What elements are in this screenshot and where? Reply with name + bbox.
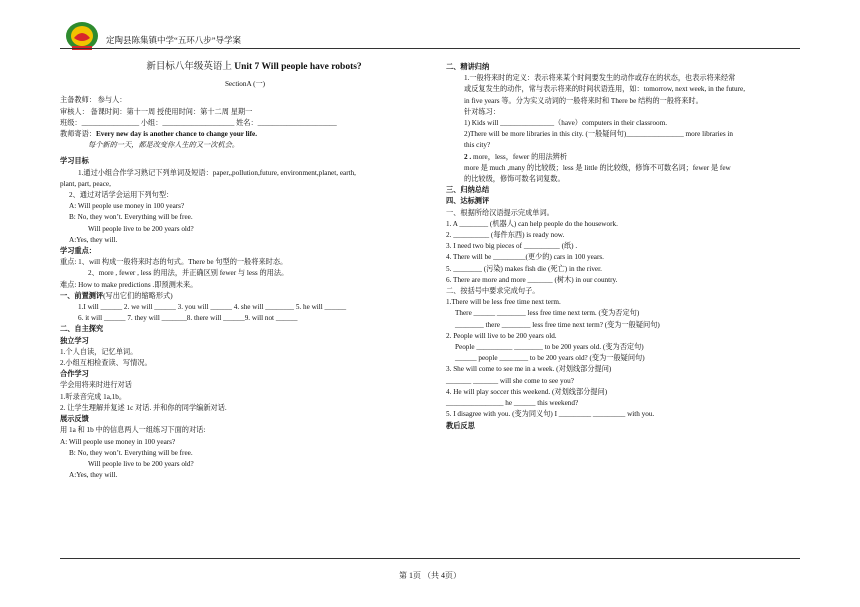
practice-label: 针对练习： [464, 107, 500, 116]
section-label: SectionA (一) [224, 80, 266, 89]
key-heading: 学习重点： [60, 247, 96, 256]
goal-dialogue-d: A:Yes, they will. [69, 235, 118, 244]
show-dialogue-b: B: No, they won’t. Everything will be free. [69, 448, 193, 457]
goal-1: 1.通过小组合作学习熟记下列单词及短语：paper,,pollution,future, environment,planet, earth, [78, 168, 356, 177]
lecture-para-1: 1.一般将来时的定义：表示将来某个时间要发生的动作或存在的状态，也表示将来经常 [464, 74, 736, 83]
coop-heading: 合作学习 [60, 370, 89, 379]
show-dialogue-c: Will people live to be 200 years old? [88, 459, 194, 468]
assessment-item-4: 4. There will be _________(更少的) cars in 100 years. [446, 253, 604, 262]
rewrite-1: 1.There will be less free time next term. [446, 298, 561, 307]
page-number: 第 1页 （共 4页） [399, 571, 461, 580]
rewrite-2a: People __________ ________ to be 200 years old. (变为否定句) [455, 343, 644, 352]
left-column [60, 62, 430, 481]
reflection-heading: 教后反思 [446, 421, 475, 430]
goal-1b: plant, part, peace, [60, 179, 111, 188]
rewrite-4: 4. He will play soccer this weekend. (对划线部分提问) [446, 387, 608, 396]
more-less-para-2: 的比较级，修饰可数名词复数。 [464, 175, 565, 184]
lecture-para-3: in five years 等。分为实义动词的一般将来时和 There be 结构的一般将来时。 [464, 96, 703, 105]
practice-2b: this city? [464, 141, 491, 150]
rewrite-5: 5. I disagree with you. (变为同义句) I _________ _________ with you. [446, 410, 655, 419]
practice-2: 2)There will be more libraries in this city. (一般疑问句)________________ more libraries in [464, 130, 734, 139]
assessment-item-1: 1. A ________ (机器人) can help people do the housework. [446, 219, 618, 228]
info-schedule: 审核人： 备课时间：第十一周 授使用时间：第十二周 星期一 [60, 107, 253, 116]
header-rule [60, 48, 800, 49]
document-title: 新目标八年级英语上 Unit 7 Will people have robots? [146, 62, 362, 72]
solo-heading: 独立学习 [60, 336, 89, 345]
assessment-item-5: 5. ________ (污染) makes fish die (死亡) in the river. [446, 264, 602, 273]
rewrite-2: 2. People will live to be 200 years old. [446, 331, 557, 340]
pretest-heading: 一、前置测评(写出它们的缩略形式) [60, 291, 173, 300]
assessment-task-2: 二、按括号中要求完成句子。 [446, 287, 540, 296]
solo-step-1: 1.个人自读，记忆单词。 [60, 347, 138, 356]
coop-step-1: 1.听录音完成 1a,1b。 [60, 392, 127, 401]
teacher-motto-cn: 每个新的一天，都是改变你人生的又一次机会。 [88, 141, 239, 150]
assessment-item-6: 6. There are more and more _______ (树木) in our country. [446, 275, 618, 284]
summary-heading: 三、归纳总结 [446, 186, 490, 195]
explore-heading: 二、自主探究 [60, 325, 104, 334]
more-less-para-1: more 是 much ,many 的比较级；less 是 little 的比较级，修饰不可数名词；fewer 是 few [464, 163, 731, 172]
key-point-2: 2、more , fewer , less 的用法，并正确区别 fewer 与 less 的用法。 [88, 269, 289, 278]
school-logo [64, 18, 100, 52]
rewrite-3a: _______ _______ will she come to see you? [446, 376, 574, 385]
school-header: 定陶县陈集镇中学“五环八步”导学案 [106, 35, 242, 45]
show-dialogue-d: A:Yes, they will. [69, 471, 118, 480]
goal-dialogue-a: A: Will people use money in 100 years? [69, 202, 185, 211]
more-less-heading: 2 . more，less，fewer 的用法辨析 [464, 152, 568, 161]
coop-step-2: 2. 让学生理解并复述 1c 对话. 并和你的同学编新对话. [60, 403, 227, 412]
show-intro: 用 1a 和 1b 中的信息两人一组练习下面的对话: [60, 426, 206, 435]
pretest-row-2: 6. it will ______ 7. they will _______8. there will ______9. will not ______ [78, 314, 298, 323]
coop-intro: 学会用将来时进行对话 [60, 381, 132, 390]
rewrite-3: 3. She will come to see me in a week. (对划线部分提问) [446, 365, 612, 374]
show-heading: 展示反馈 [60, 415, 89, 424]
solo-step-2: 2.小组互相检查读、写情况。 [60, 359, 152, 368]
goal-dialogue-c: Will people live to be 200 years old? [88, 224, 194, 233]
practice-1: 1) Kids will _______________（have）computers in their classroom. [464, 119, 668, 128]
right-column [446, 62, 806, 432]
teacher-motto: 教师寄语：Every new day is another chance to change your life. [60, 130, 257, 139]
rewrite-2b: ______ people ________ to be 200 years old? (变为一般疑问句) [455, 354, 645, 363]
difficulty: 难点: How to make predictions .即预测未来。 [60, 280, 198, 289]
rewrite-1b: ________ there ________ less free time next term? (变为一般疑问句) [455, 320, 660, 329]
goal-dialogue-b: B: No, they won’t. Everything will be free. [69, 213, 193, 222]
show-dialogue-a: A: Will people use money in 100 years? [60, 437, 176, 446]
assessment-item-3: 3. I need two big pieces of __________ (纸) . [446, 242, 578, 251]
assessment-heading: 四、达标测评 [446, 197, 490, 206]
info-authors: 主备教师： 参与人： [60, 96, 127, 105]
assessment-task-1: 一、根据所给汉语提示完成单词。 [446, 208, 554, 217]
assessment-item-2: 2. __________ (每件东西) is ready now. [446, 231, 565, 240]
footer-rule [60, 558, 800, 559]
info-student: 班级：________________ 小组：____________________ 姓名：______________________ [60, 118, 337, 127]
lecture-heading: 二、精讲归纳 [446, 63, 490, 71]
lecture-para-2: 或反复发生的动作，常与表示将来的时间状语连用，如：tomorrow, next week, in the future, [464, 85, 746, 94]
goal-2: 2、通过对话学会运用下列句型： [69, 191, 174, 200]
key-point-1: 重点: 1、will 构成一般将来时态的句式。There be 句型的一般将来时态。 [60, 258, 288, 267]
pretest-row-1: 1.I will ______ 2. we will ______ 3. you will ______ 4. she will ________ 5. he will ______ [78, 303, 347, 312]
rewrite-4a: ________________ he ______ this weekend? [446, 399, 579, 408]
goal-heading: 学习目标 [60, 157, 89, 166]
rewrite-1a: There ______ ________ less free time next term. (变为否定句) [455, 309, 640, 318]
